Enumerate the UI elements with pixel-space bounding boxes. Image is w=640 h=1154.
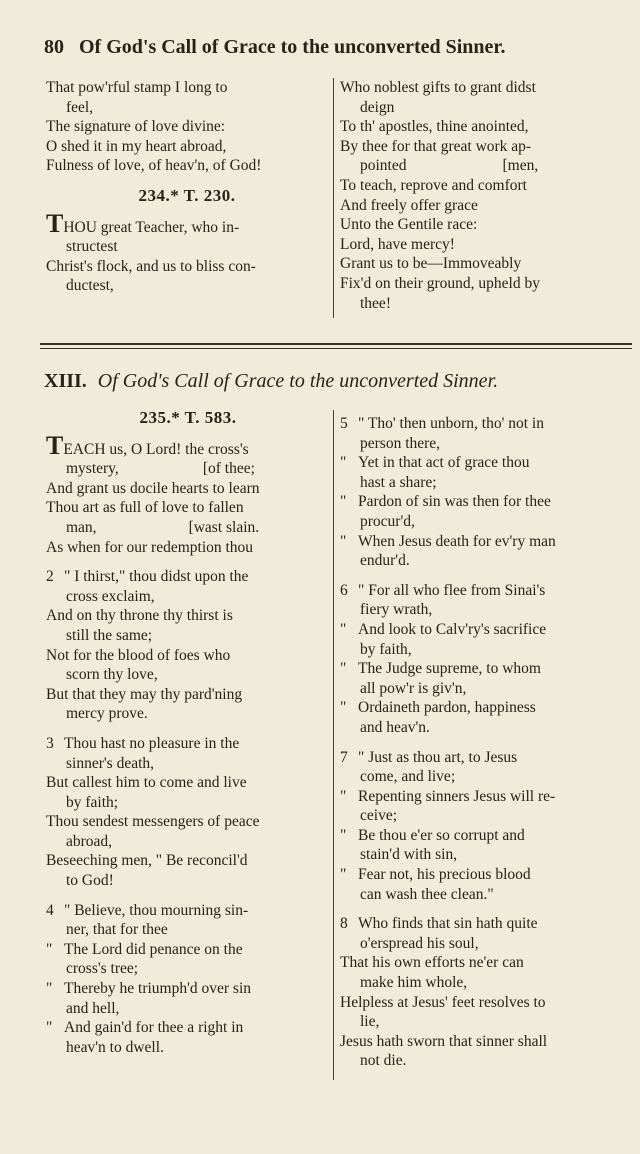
text-line: Not for the blood of foes who: [46, 646, 231, 664]
text-line: But callest him to come and live: [46, 774, 247, 792]
stanza-number: 2: [46, 568, 54, 586]
lower-left-column: [46, 402, 330, 1057]
text-line: [46, 567, 330, 587]
drop-cap: T: [46, 208, 64, 238]
text-fragment: Repenting sinners Jesus will re-: [358, 787, 556, 805]
text-line: heav'n to dwell.: [66, 1038, 164, 1056]
text-line: [46, 901, 330, 921]
drop-cap: T: [46, 430, 64, 460]
text-line: stain'd with sin,: [360, 846, 458, 864]
text-fragment: [of thee;: [202, 460, 255, 478]
text-fragment: mystery,: [66, 460, 119, 478]
quote-mark: ": [46, 940, 53, 958]
text-line: ner, that for thee: [66, 921, 168, 939]
text-line: [340, 156, 620, 176]
section-heading: [44, 370, 634, 393]
text-fragment: [men,: [502, 157, 539, 175]
lower-right-column: [340, 414, 622, 1071]
text-line: cross's tree;: [66, 960, 139, 978]
quote-mark: ": [340, 826, 347, 844]
text-line: [46, 518, 330, 538]
quote-mark: ": [46, 1019, 53, 1037]
text-line: o'erspread his soul,: [360, 934, 479, 952]
column-divider: [333, 78, 334, 318]
stanza-number: 5: [340, 415, 348, 432]
text-line: come, and live;: [360, 768, 456, 786]
stanza-number: 3: [46, 734, 54, 752]
text-fragment: And look to Calv'ry's sacrifice: [358, 620, 547, 638]
text-line: feel,: [66, 98, 94, 116]
text-line: And grant us docile hearts to learn: [46, 479, 260, 497]
text-line: Who noblest gifts to grant didst: [340, 79, 536, 96]
quote-mark: ": [340, 454, 347, 472]
text-line: by faith,: [360, 640, 412, 658]
text-fragment: [wast slain.: [188, 518, 260, 536]
text-line: cross exclaim,: [66, 587, 155, 605]
quote-mark: ": [340, 699, 347, 717]
text-fragment: " For all who flee from Sinai's: [358, 581, 546, 599]
column-divider: [333, 410, 334, 1080]
stanza-6: [340, 581, 622, 738]
top-left-column: [46, 78, 328, 296]
section-number: XIII.: [44, 370, 87, 392]
quote-mark: ": [340, 532, 347, 550]
page-number: 80: [44, 36, 64, 58]
text-fragment: " I thirst," thou didst upon the: [64, 568, 249, 586]
text-line: Fulness of love, of heav'n, of God!: [46, 157, 262, 175]
text-line: [46, 1018, 330, 1038]
text-line: [46, 979, 330, 999]
text-line: [340, 659, 622, 679]
stanza-7: [340, 748, 622, 905]
text-line: hast a share;: [360, 473, 437, 491]
text-fragment: " Tho' then unborn, tho' not in: [358, 415, 544, 432]
stanza-4: [46, 901, 330, 1058]
text-line: O shed it in my heart abroad,: [46, 137, 227, 155]
text-line: endur'd.: [360, 552, 410, 570]
quote-mark: ": [46, 980, 53, 998]
section-rule-thin: [40, 348, 632, 349]
text-line: That pow'rful stamp I long to: [46, 79, 228, 96]
text-line: can wash thee clean.": [360, 885, 494, 903]
text-fragment: " Just as thou art, to Jesus: [358, 748, 518, 766]
text-line: and hell,: [66, 999, 120, 1017]
text-line: [340, 914, 622, 934]
hymn-number-235: 235.* T. 583.: [139, 408, 237, 427]
quote-mark: ": [340, 660, 347, 678]
stanza-5: [340, 414, 622, 571]
text-line: Christ's flock, and us to bliss con-: [46, 257, 256, 275]
text-line: [46, 430, 330, 460]
text-line: [46, 208, 328, 238]
text-line: Fix'd on their ground, upheld by: [340, 274, 540, 292]
text-line: [340, 826, 622, 846]
text-line: [46, 459, 330, 479]
text-line: To th' apostles, thine anointed,: [340, 118, 529, 136]
text-line: [340, 698, 622, 718]
stanza-8: [340, 914, 622, 1071]
text-fragment: Fear not, his precious blood: [358, 866, 531, 884]
text-line: By thee for that great work ap-: [340, 137, 532, 155]
stanza-number: 6: [340, 581, 348, 599]
text-line: [340, 620, 622, 640]
text-line: lie,: [360, 1013, 380, 1031]
text-line: thee!: [360, 294, 391, 312]
top-right-column: [340, 78, 620, 313]
text-line: mercy prove.: [66, 705, 148, 723]
text-fragment: When Jesus death for ev'ry man: [358, 532, 556, 550]
stanza-number: 4: [46, 901, 54, 919]
text-line: [340, 453, 622, 473]
text-line: [46, 940, 330, 960]
text-line: [340, 492, 622, 512]
text-fragment: Yet in that act of grace thou: [358, 454, 530, 472]
text-fragment: HOU great Teacher, who in-: [63, 218, 240, 236]
text-line: As when for our redemption thou: [46, 538, 254, 556]
quote-mark: ": [340, 787, 347, 805]
text-fragment: And gain'd for thee a right in: [64, 1019, 244, 1037]
text-line: to God!: [66, 872, 114, 890]
text-line: person there,: [360, 434, 441, 452]
text-fragment: Thou hast no pleasure in the: [64, 734, 240, 752]
text-line: Helpless at Jesus' feet resolves to: [340, 993, 546, 1011]
text-line: And freely offer grace: [340, 196, 478, 214]
text-line: by faith;: [66, 793, 119, 811]
text-fragment: man,: [66, 518, 97, 536]
text-line: structest: [66, 238, 118, 256]
text-line: Thou sendest messengers of peace: [46, 813, 260, 831]
text-line: Jesus hath sworn that sinner shall: [340, 1032, 548, 1050]
text-line: and heav'n.: [360, 718, 430, 736]
text-line: deign: [360, 98, 395, 116]
text-fragment: EACH us, O Lord! the cross's: [63, 440, 249, 458]
text-line: Thou art as full of love to fallen: [46, 499, 244, 517]
text-fragment: Pardon of sin was then for thee: [358, 493, 551, 511]
text-line: not die.: [360, 1052, 407, 1070]
text-line: Beseeching men, " Be reconcil'd: [46, 852, 248, 870]
running-title: Of God's Call of Grace to the unconverted Sinner.: [79, 36, 506, 58]
stanza-number: 8: [340, 915, 348, 933]
text-line: To teach, reprove and comfort: [340, 176, 527, 194]
text-line: That his own efforts ne'er can: [340, 954, 524, 972]
text-fragment: " Believe, thou mourning sin-: [64, 901, 249, 919]
text-fragment: Who finds that sin hath quite: [358, 915, 538, 933]
text-line: [340, 532, 622, 552]
text-line: But that they may thy pard'ning: [46, 685, 243, 703]
text-fragment: pointed: [360, 157, 407, 175]
text-line: sinner's death,: [66, 754, 155, 772]
stanza-2: [46, 567, 330, 724]
text-line: Unto the Gentile race:: [340, 216, 478, 234]
hymn-number-234: 234.* T. 230.: [138, 185, 236, 205]
section-title: Of God's Call of Grace to the unconverted Sinner.: [97, 370, 499, 392]
text-line: procur'd,: [360, 512, 415, 530]
text-line: [340, 865, 622, 885]
text-line: Grant us to be—Immoveably: [340, 255, 522, 273]
text-line: make him whole,: [360, 974, 468, 992]
text-line: still the same;: [66, 626, 153, 644]
quote-mark: ": [340, 866, 347, 884]
text-line: scorn thy love,: [66, 666, 158, 684]
quote-mark: ": [340, 493, 347, 511]
text-line: ductest,: [66, 277, 114, 295]
section-rule: [40, 343, 632, 345]
quote-mark: ": [340, 620, 347, 638]
text-fragment: Thereby he triumph'd over sin: [64, 980, 252, 998]
text-line: And on thy throne thy thirst is: [46, 607, 233, 625]
stanza-number: 7: [340, 748, 348, 766]
text-line: all pow'r is giv'n,: [360, 679, 467, 697]
text-line: [340, 748, 622, 768]
text-line: [340, 787, 622, 807]
text-line: fiery wrath,: [360, 601, 433, 619]
text-fragment: The Judge supreme, to whom: [358, 660, 541, 678]
text-line: Lord, have mercy!: [340, 235, 455, 253]
text-line: ceive;: [360, 807, 398, 825]
running-header: [44, 36, 604, 59]
text-line: The signature of love divine:: [46, 118, 226, 136]
text-line: [340, 581, 622, 601]
text-fragment: Ordaineth pardon, happiness: [358, 699, 536, 717]
text-line: [340, 414, 622, 434]
stanza-3: [46, 734, 330, 891]
text-line: [46, 734, 330, 754]
text-fragment: Be thou e'er so corrupt and: [358, 826, 525, 844]
text-line: abroad,: [66, 832, 113, 850]
text-fragment: The Lord did penance on the: [64, 940, 243, 958]
